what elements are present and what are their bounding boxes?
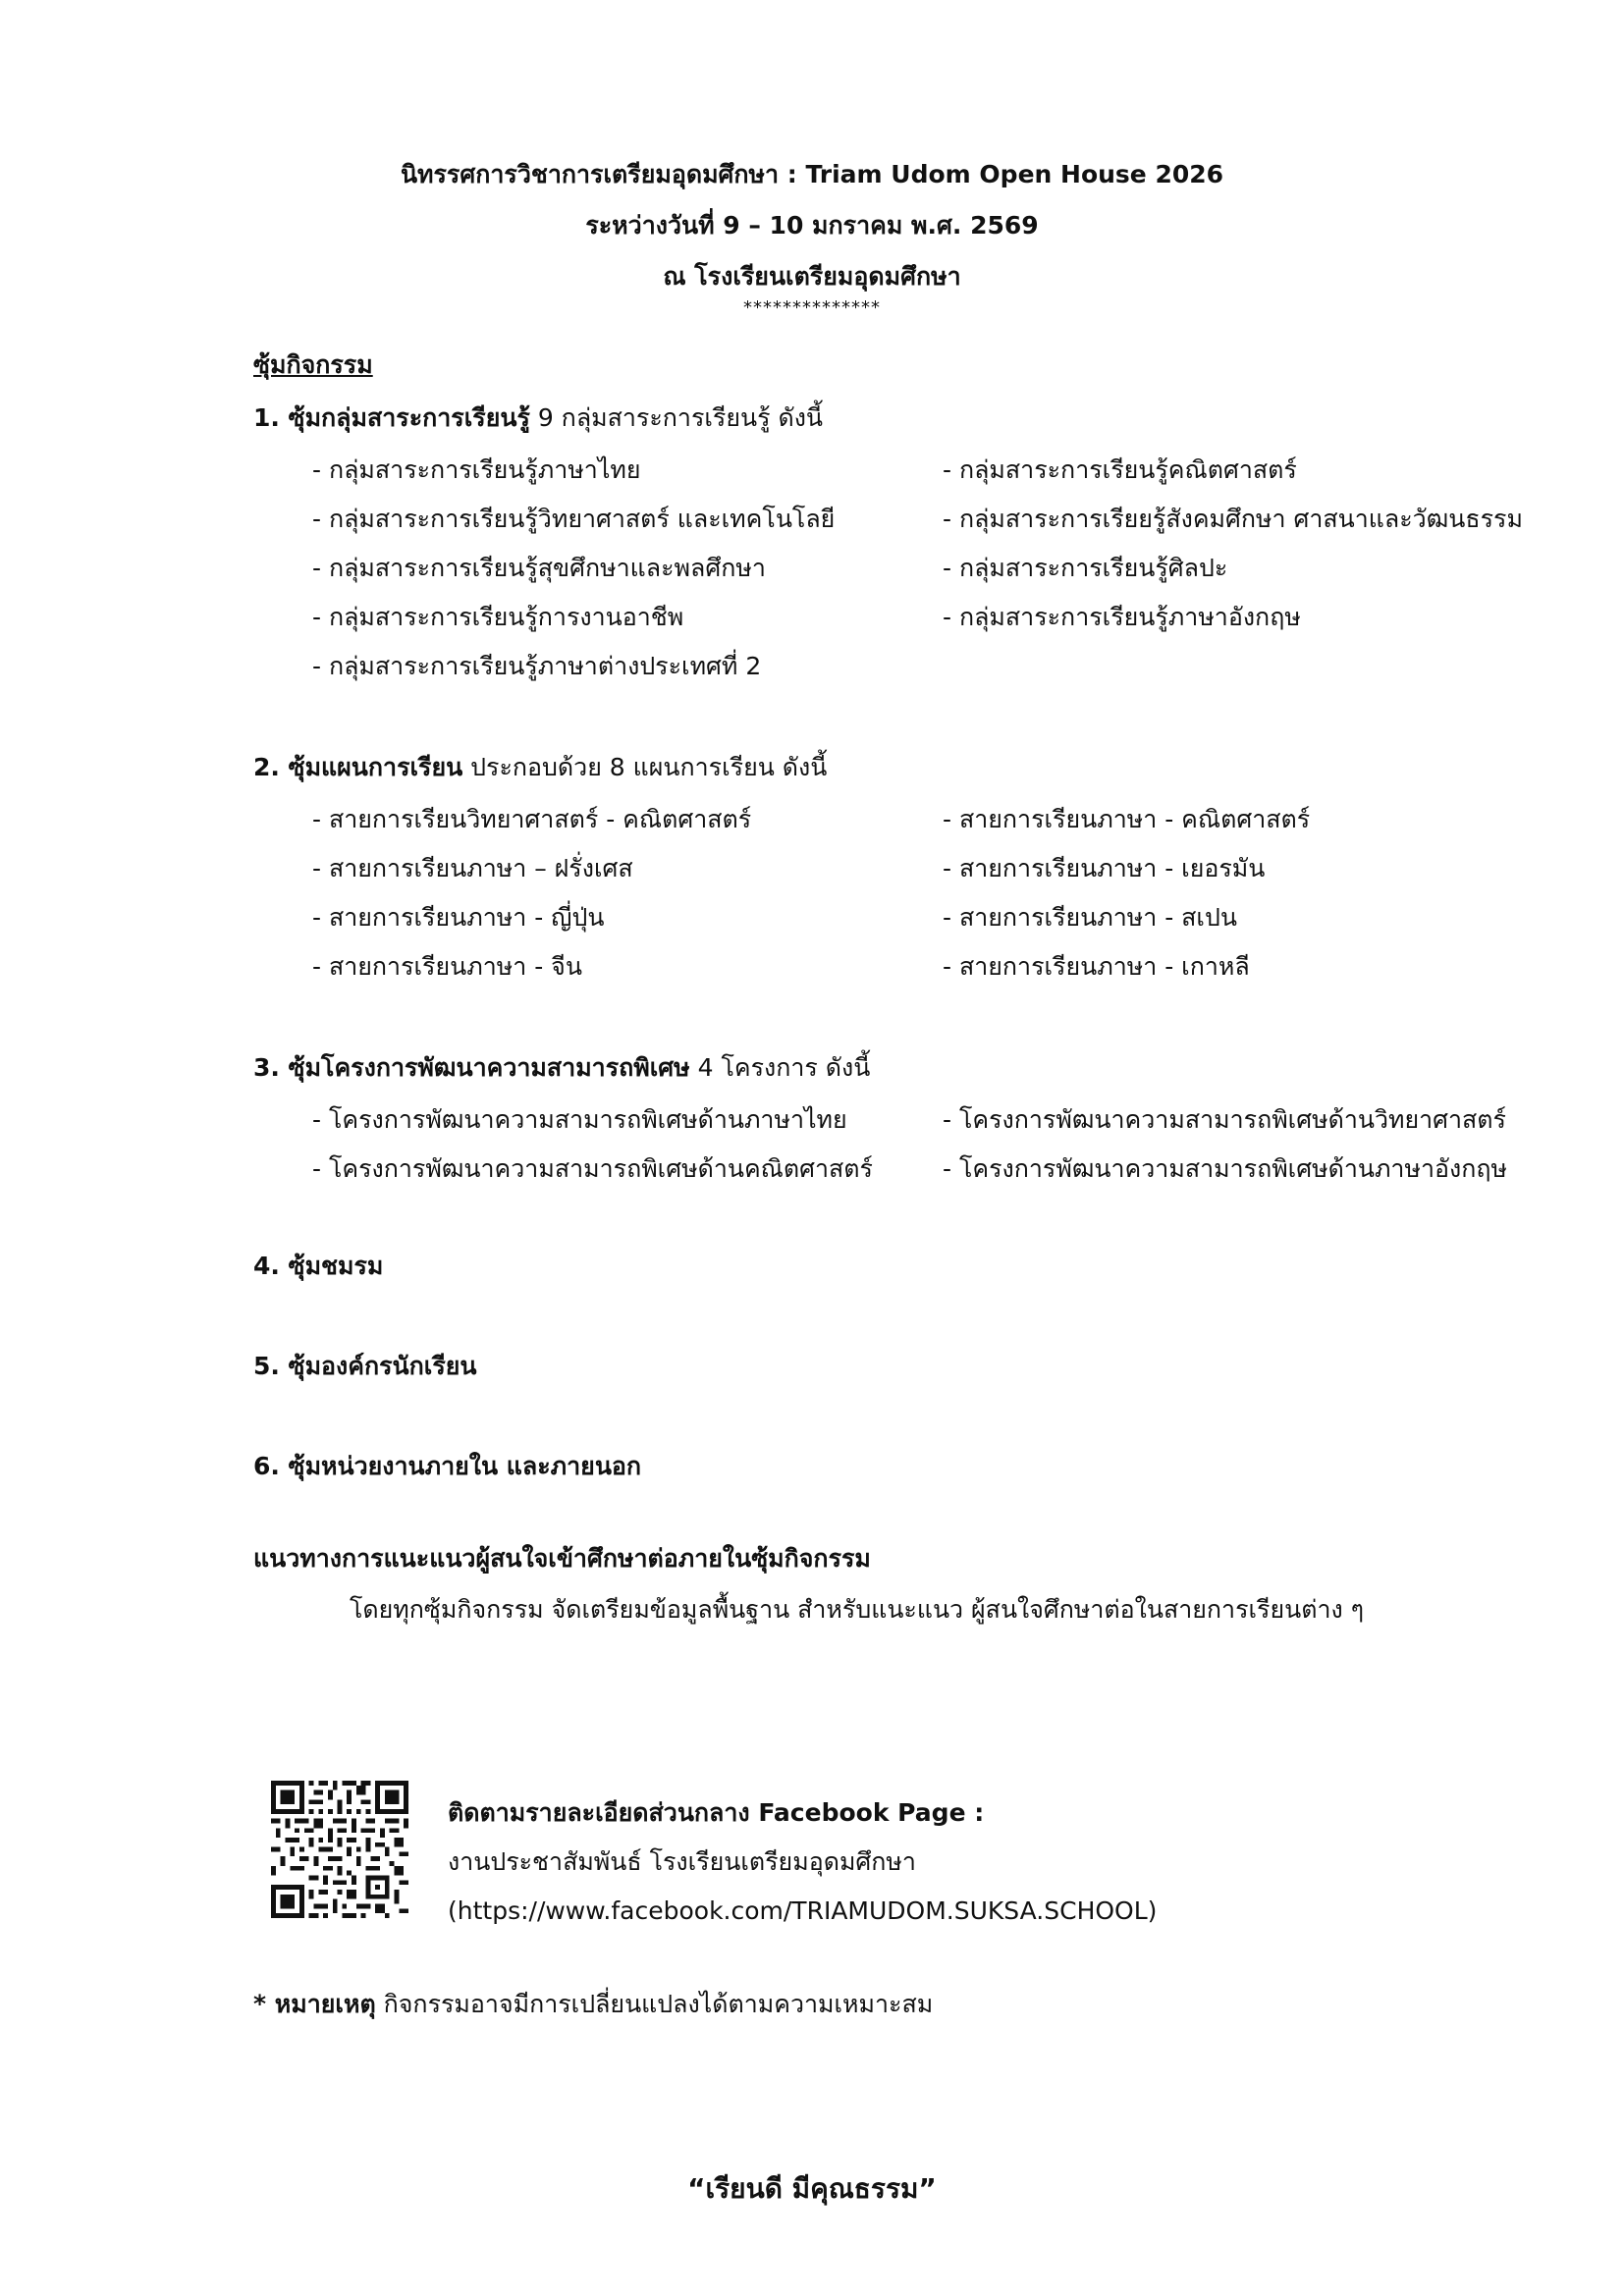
remark-label: * หมายเหตุ	[253, 1990, 376, 2018]
section-3-title: 3. ซุ้มโครงการพัฒนาความสามารถพิเศษ	[253, 1053, 690, 1082]
section-6-heading	[253, 1447, 641, 1486]
section-3-left-list	[312, 1095, 873, 1194]
list-item: - สายการเรียนภาษา - ญี่ปุ่น	[312, 903, 605, 932]
header-venue: ณ โรงเรียนเตรียมอุดมศึกษา	[663, 262, 961, 291]
section-1-right-list	[943, 446, 1523, 642]
header-date: ระหว่างวันที่ 9 – 10 มกราคม พ.ศ. 2569	[585, 211, 1039, 240]
list-item: - กลุ่มสาระการเรียนรู้สุขศึกษาและพลศึกษา	[312, 554, 766, 582]
list-item: - สายการเรียนภาษา – ฝรั่งเศส	[312, 854, 633, 882]
section-1-suffix: 9 กลุ่มสาระการเรียนรู้ ดังนี้	[537, 403, 823, 432]
section-4-heading	[253, 1247, 383, 1286]
list-item: - กลุ่มสาระการเรียนรู้การงานอาชีพ	[312, 603, 684, 631]
school-motto: “เรียนดี มีคุณธรรม”	[687, 2172, 937, 2205]
list-item: - สายการเรียนวิทยาศาสตร์ - คณิตศาสตร์	[312, 805, 752, 833]
guidance-text: โดยทุกซุ้มกิจกรรม จัดเตรียมข้อมูลพื้นฐาน สำหรับแนะแนว ผู้สนใจศึกษาต่อในสายการเรียนต่าง ๆ	[350, 1595, 1365, 1624]
list-item: - สายการเรียนภาษา - เยอรมัน	[943, 854, 1266, 882]
section-2-right-list	[943, 795, 1310, 991]
header-title: นิทรรศการวิชาการเตรียมอุดมศึกษา : Triam Udom Open House 2026	[400, 160, 1224, 188]
section-3-suffix: 4 โครงการ ดังนี้	[697, 1053, 871, 1082]
list-item: - กลุ่มสาระการเรียนรู้คณิตศาสตร์	[943, 455, 1297, 484]
remark-text: กิจกรรมอาจมีการเปลี่ยนแปลงได้ตามความเหมาะสม	[383, 1990, 934, 2018]
list-item: - กลุ่มสาระการเรียนรู้ภาษาอังกฤษ	[943, 603, 1301, 631]
list-item: - กลุ่มสาระการเรียนรู้ภาษาต่างประเทศที่ 2	[312, 652, 762, 680]
section-3-right-list	[943, 1095, 1507, 1194]
facebook-info	[448, 1789, 1157, 1936]
list-item: - โครงการพัฒนาความสามารถพิเศษด้านภาษาไทย	[312, 1105, 847, 1134]
list-item: - โครงการพัฒนาความสามารถพิเศษด้านภาษาอังกฤษ	[943, 1154, 1507, 1183]
list-item: - สายการเรียนภาษา - เกาหลี	[943, 952, 1250, 981]
section-4-title: 4. ซุ้มชมรม	[253, 1252, 384, 1280]
section-2-suffix: ประกอบด้วย 8 แผนการเรียน ดังนี้	[470, 753, 828, 781]
list-item: - กลุ่มสาระการเรียยรู้สังคมศึกษา ศาสนาและวัฒนธรรม	[943, 505, 1523, 533]
section-1-heading	[253, 399, 823, 438]
section-1-title: 1. ซุ้มกลุ่มสาระการเรียนรู้	[253, 403, 530, 432]
section-2-heading	[253, 748, 827, 787]
section-3-heading	[253, 1048, 870, 1088]
booths-heading: ซุ้มกิจกรรม	[253, 350, 373, 379]
list-item: - โครงการพัฒนาความสามารถพิเศษด้านคณิตศาสตร์	[312, 1154, 873, 1183]
remark	[253, 1985, 933, 2024]
list-item: - สายการเรียนภาษา - จีน	[312, 952, 582, 981]
list-item: - สายการเรียนภาษา - สเปน	[943, 903, 1237, 932]
header-divider: **************	[743, 297, 881, 318]
list-item: - โครงการพัฒนาความสามารถพิเศษด้านวิทยาศาสตร์	[943, 1105, 1506, 1134]
section-2-left-list	[312, 795, 751, 991]
facebook-title: ติดตามรายละเอียดส่วนกลาง Facebook Page :	[448, 1798, 985, 1827]
list-item: - สายการเรียนภาษา - คณิตศาสตร์	[943, 805, 1311, 833]
facebook-page-name: งานประชาสัมพันธ์ โรงเรียนเตรียมอุดมศึกษา	[448, 1847, 916, 1876]
facebook-url[interactable]: (https://www.facebook.com/TRIAMUDOM.SUKSA.SCHOOL)	[448, 1896, 1158, 1925]
guidance-title: แนวทางการแนะแนวผู้สนใจเข้าศึกษาต่อภายในซุ้มกิจกรรม	[253, 1544, 871, 1573]
list-item: - กลุ่มสาระการเรียนรู้ศิลปะ	[943, 554, 1228, 582]
section-5-title: 5. ซุ้มองค์กรนักเรียน	[253, 1352, 477, 1380]
section-5-heading	[253, 1347, 477, 1386]
qr-code-icon	[271, 1781, 408, 1918]
section-2-title: 2. ซุ้มแผนการเรียน	[253, 753, 463, 781]
list-item: - กลุ่มสาระการเรียนรู้วิทยาศาสตร์ และเทคโนโลยี	[312, 505, 836, 533]
list-item: - กลุ่มสาระการเรียนรู้ภาษาไทย	[312, 455, 641, 484]
section-1-left-list	[312, 446, 835, 691]
section-6-title: 6. ซุ้มหน่วยงานภายใน และภายนอก	[253, 1452, 642, 1480]
